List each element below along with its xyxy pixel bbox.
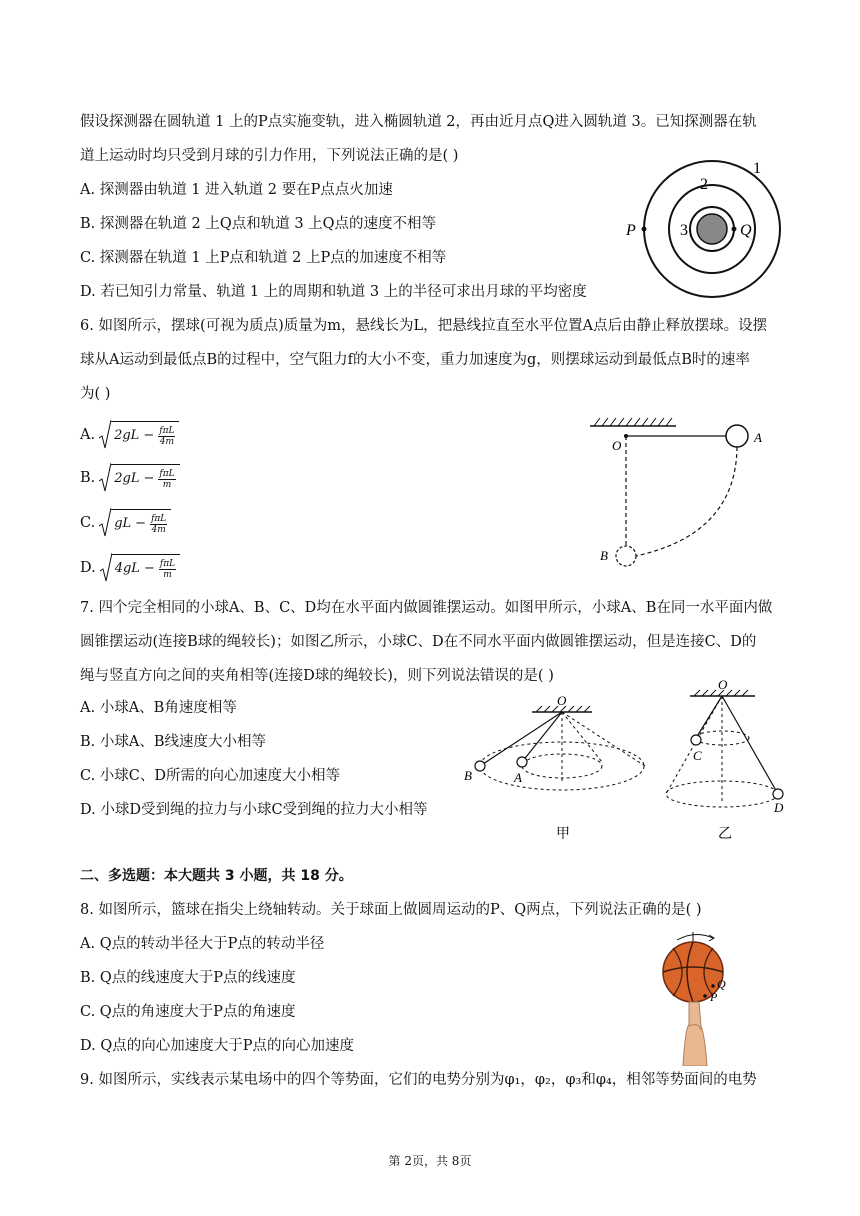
q8-option-b: B. Q点的线速度大于P点的线速度 xyxy=(80,970,296,986)
orbit-label-p: P xyxy=(626,222,636,239)
q6-option-d-term: 4gL xyxy=(114,561,140,576)
cone-b-caption: 乙 xyxy=(718,827,732,842)
q6-option-a-num: fπL xyxy=(159,425,175,436)
q7-option-b: B. 小球A、B线速度大小相等 xyxy=(80,734,266,750)
q6-option-b-letter: B. xyxy=(80,470,96,486)
orbit-figure xyxy=(620,155,800,305)
q8-option-a: A. Q点的转动半径大于P点的转动半径 xyxy=(80,936,325,952)
cone-a-label-a: A xyxy=(514,770,522,785)
orbit-label-2: 2 xyxy=(700,176,708,193)
q9-stem-line-1: 9. 如图所示，实线表示某电场中的四个等势面，它们的电势分别为φ₁，φ₂，φ₃和φ₄，相邻等势面间的电势 xyxy=(80,1072,757,1088)
q6-option-d-den: m xyxy=(163,569,172,580)
q7-option-a: A. 小球A、B角速度相等 xyxy=(80,700,237,716)
pendulum-label-o: O xyxy=(612,438,622,453)
q6-option-c-term: gL xyxy=(114,516,132,531)
basketball-figure xyxy=(655,926,745,1066)
q5-stem-line-1: 假设探测器在圆轨道 1 上的P点实施变轨，进入椭圆轨道 2，再由近月点Q进入圆轨道 3。已知探测器在轨 xyxy=(80,114,757,130)
cone-a-label-b: B xyxy=(464,768,472,783)
q5-stem-line-2: 道上运动时均只受到月球的引力作用，下列说法正确的是( ) xyxy=(80,148,459,164)
q5-option-b: B. 探测器在轨道 2 上Q点和轨道 3 上Q点的速度不相等 xyxy=(80,216,437,232)
q7-stem-line-1: 7. 四个完全相同的小球A、B、C、D均在水平面内做圆锥摆运动。如图甲所示，小球A、B在同一水平面内做 xyxy=(80,600,773,616)
q7-stem-line-2: 圆锥摆运动(连接B球的绳较长)；如图乙所示，小球C、D在不同水平面内做圆锥摆运动，但是连接C、D的 xyxy=(80,634,757,650)
q8-option-d: D. Q点的向心加速度大于P点的向心加速度 xyxy=(80,1038,354,1054)
minus-sign: − xyxy=(135,516,147,531)
q6-option-a-den: 4m xyxy=(159,436,174,447)
q6-option-b-term: 2gL xyxy=(114,471,140,486)
q5-option-d: D. 若已知引力常量、轨道 1 上的周期和轨道 3 上的半径可求出月球的平均密度 xyxy=(80,284,587,300)
cone-b-label-c: C xyxy=(693,748,702,763)
q7-option-d: D. 小球D受到绳的拉力与小球C受到绳的拉力大小相等 xyxy=(80,802,428,818)
minus-sign: − xyxy=(143,428,155,443)
minus-sign: − xyxy=(143,471,155,486)
q7-option-c: C. 小球C、D所需的向心加速度大小相等 xyxy=(80,768,341,784)
q6-option-b-den: m xyxy=(162,479,172,490)
minus-sign: − xyxy=(143,561,155,576)
q6-option-d-num: fπL xyxy=(159,558,176,569)
q8-option-c: C. Q点的角速度大于P点的角速度 xyxy=(80,1004,296,1020)
q6-option-a-letter: A. xyxy=(80,427,96,443)
q7-stem-line-3: 绳与竖直方向之间的夹角相等(连接D球的绳较长)，则下列说法错误的是( ) xyxy=(80,668,554,684)
q5-option-c: C. 探测器在轨道 1 上P点和轨道 2 上P点的加速度不相等 xyxy=(80,250,447,266)
q6-option-d-letter: D. xyxy=(80,560,96,576)
q8-stem-line-1: 8. 如图所示，篮球在指尖上绕轴转动。关于球面上做圆周运动的P、Q两点，下列说法正确的是( ) xyxy=(80,902,702,918)
conical-pendulum-figure-b xyxy=(660,676,790,844)
cone-b-label-o: O xyxy=(718,677,728,692)
basketball-label-q: Q xyxy=(717,977,726,991)
q6-option-b-num: fπL xyxy=(159,468,175,479)
q6-option-c-den: 4m xyxy=(151,524,166,535)
cone-a-caption: 甲 xyxy=(556,827,570,842)
q6-stem-line-1: 6. 如图所示，摆球(可视为质点)质量为m，悬线长为L，把悬线拉直至水平位置A点后由静止释放摆球。设摆 xyxy=(80,318,768,334)
q6-option-d xyxy=(80,553,180,583)
section-heading: 二、多选题：本大题共 3 小题，共 18 分。 xyxy=(80,868,353,884)
q6-option-a xyxy=(80,420,179,450)
q6-option-c-letter: C. xyxy=(80,515,96,531)
orbit-label-1: 1 xyxy=(753,160,761,177)
q6-option-c-num: fπL xyxy=(151,513,167,524)
basketball-label-p: P xyxy=(710,990,718,1004)
conical-pendulum-figure-a xyxy=(460,694,655,844)
q6-stem-line-3: 为( ) xyxy=(80,386,111,402)
q6-option-a-term: 2gL xyxy=(114,428,140,443)
cone-b-label-d: D xyxy=(774,800,784,815)
pendulum-label-b: B xyxy=(600,548,608,563)
orbit-label-q: Q xyxy=(740,222,752,239)
page-footer: 第 2页，共 8页 xyxy=(388,1154,472,1168)
q6-option-c xyxy=(80,508,171,538)
cone-a-label-o: O xyxy=(557,694,567,708)
pendulum-figure xyxy=(586,414,776,574)
q6-stem-line-2: 球从A运动到最低点B的过程中，空气阻力f的大小不变，重力加速度为g，则摆球运动到最低点B时的速率 xyxy=(80,352,750,368)
orbit-label-3: 3 xyxy=(680,222,688,239)
q5-option-a: A. 探测器由轨道 1 进入轨道 2 要在P点点火加速 xyxy=(80,182,393,198)
q6-option-b xyxy=(80,463,180,493)
pendulum-label-a: A xyxy=(754,430,762,445)
